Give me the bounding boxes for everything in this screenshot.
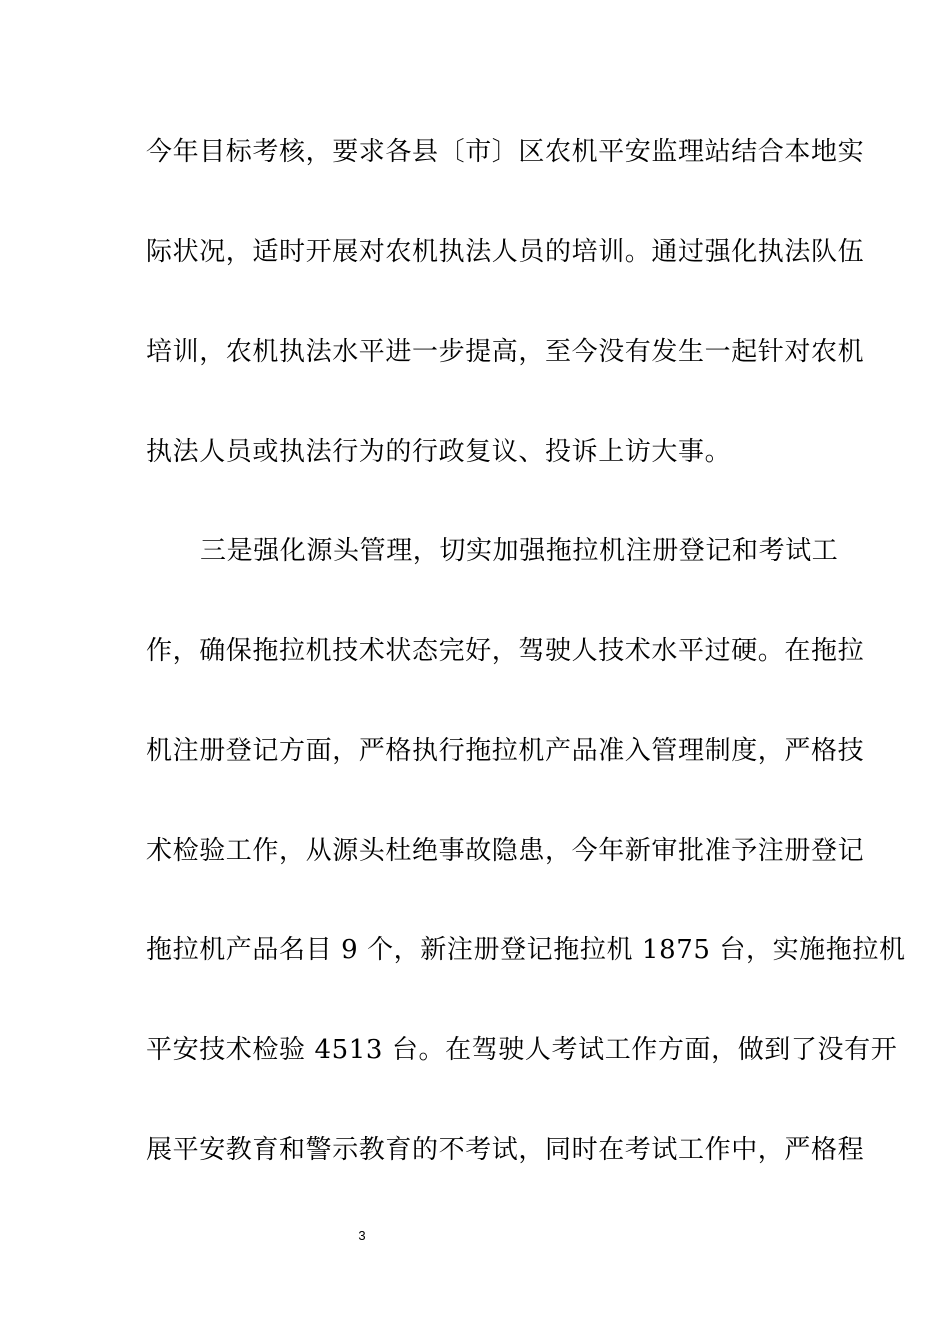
text-line: 机注册登记方面，严格执行拖拉机产品准入管理制度，严格技	[146, 736, 865, 766]
text-line: 拖拉机产品名目 9 个，新注册登记拖拉机 1875 台，实施拖拉机	[146, 935, 906, 965]
text-line: 展平安教育和警示教育的不考试，同时在考试工作中，严格程	[146, 1135, 865, 1165]
paragraph-start-line: 三是强化源头管理，切实加强拖拉机注册登记和考试工	[200, 536, 839, 566]
text-line: 培训，农机执法水平进一步提高，至今没有发生一起针对农机	[146, 337, 865, 367]
text-line: 今年目标考核，要求各县〔市〕区农机平安监理站结合本地实	[146, 137, 865, 167]
text-line: 际状况，适时开展对农机执法人员的培训。通过强化执法队伍	[146, 237, 865, 267]
text-line: 作，确保拖拉机技术状态完好，驾驶人技术水平过硬。在拖拉	[146, 636, 865, 666]
text-line: 平安技术检验 4513 台。在驾驶人考试工作方面，做到了没有开	[146, 1035, 898, 1065]
text-line: 术检验工作，从源头杜绝事故隐患，今年新审批准予注册登记	[146, 836, 865, 866]
text-line: 执法人员或执法行为的行政复议、投诉上访大事。	[146, 437, 732, 467]
page-number: 3	[358, 1228, 366, 1243]
